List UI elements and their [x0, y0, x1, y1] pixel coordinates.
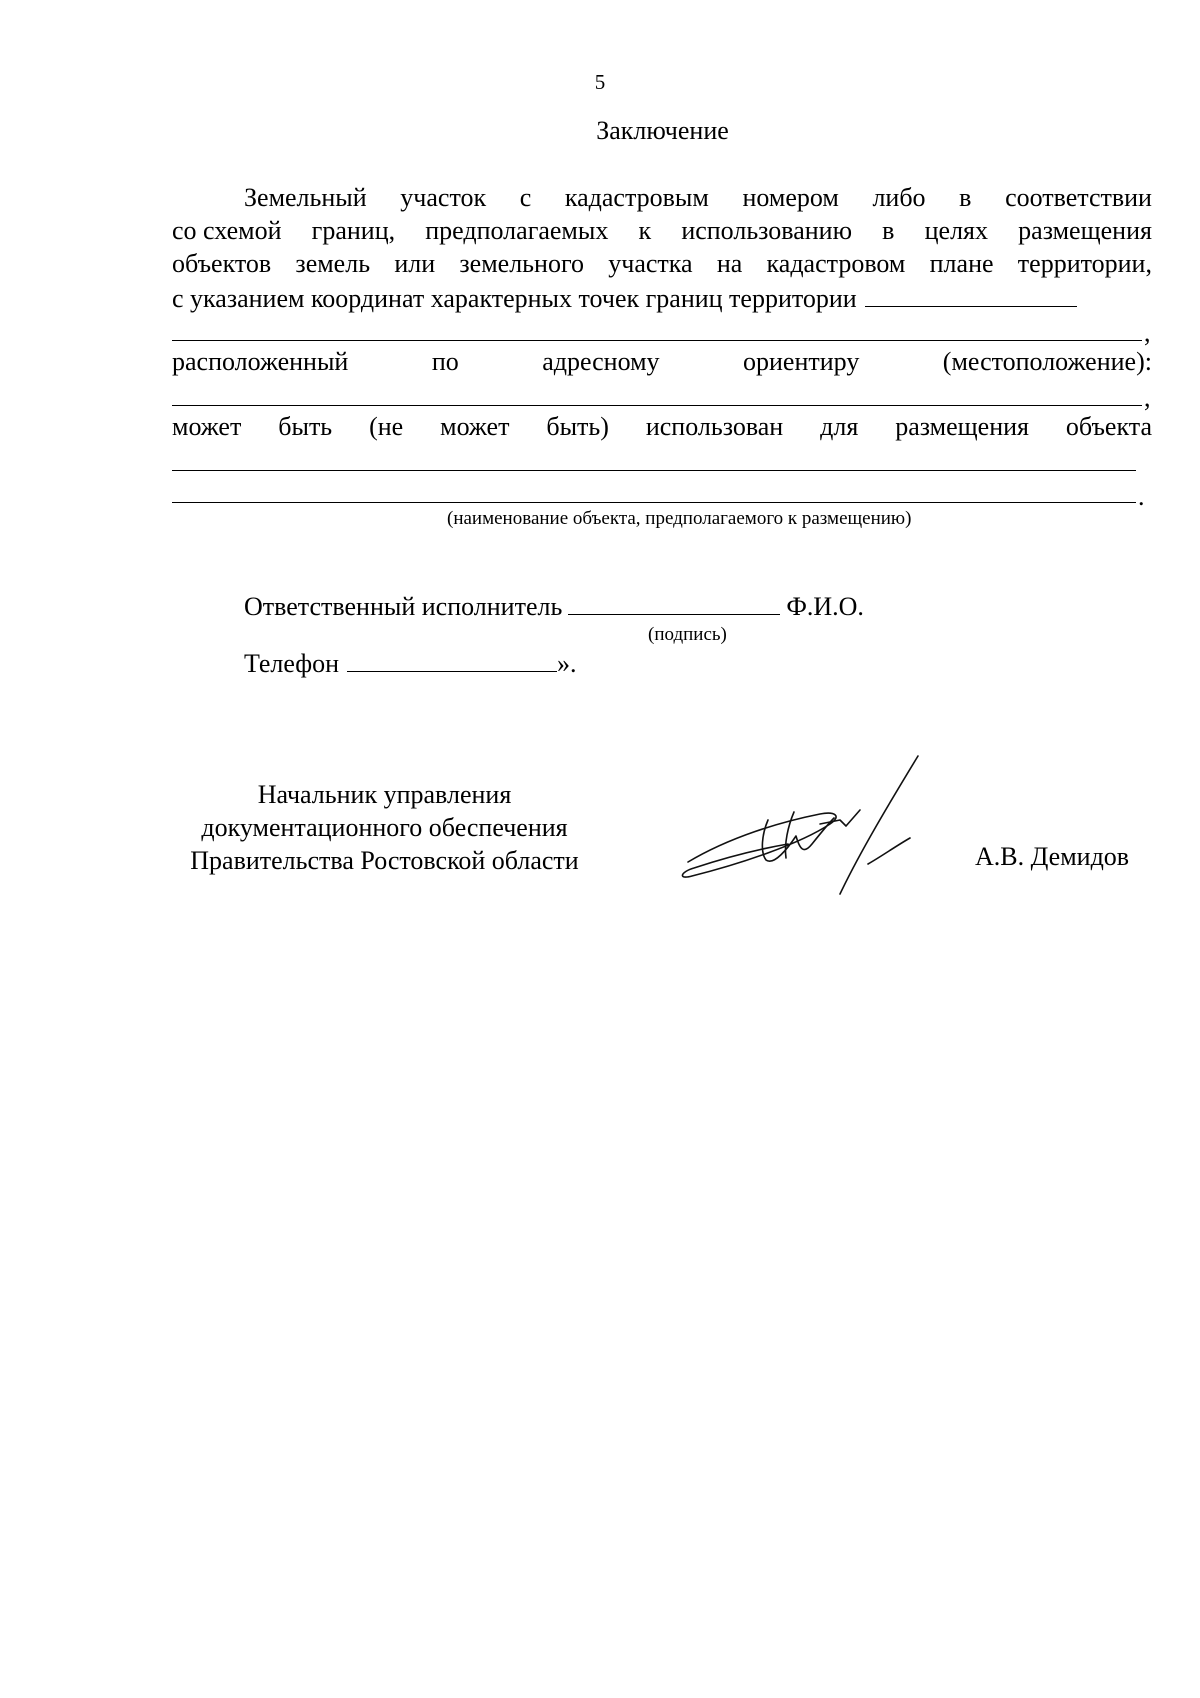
word: в: [959, 183, 972, 212]
paragraph-line-6: [172, 347, 1152, 377]
word: (местоположение):: [942, 347, 1152, 376]
position-line: Начальник управления: [257, 780, 512, 809]
blank-line-1: [172, 340, 1142, 341]
phone-suffix: ».: [557, 649, 577, 678]
word: размещения: [1018, 216, 1152, 245]
paragraph-line-1: [244, 183, 1152, 213]
word: земель: [295, 249, 371, 278]
paragraph-line-4: [172, 282, 1152, 314]
word: в: [882, 216, 895, 245]
blank-line-2: [172, 405, 1142, 406]
word: для: [820, 412, 859, 441]
word: (не: [369, 412, 404, 441]
comma: ,: [1144, 318, 1151, 347]
comma: ,: [1144, 383, 1151, 412]
coordinates-text: с указанием координат характерных точек границ территории: [172, 284, 857, 313]
word: к: [638, 216, 652, 245]
word: на: [716, 249, 743, 278]
position-line: Правительства Ростовской области: [190, 846, 579, 875]
word: ориентиру: [743, 347, 860, 376]
paragraph-line-2: [172, 216, 1152, 246]
paragraph-line-3: [172, 249, 1152, 279]
word: плане: [929, 249, 994, 278]
word: границ,: [311, 216, 396, 245]
word: быть: [278, 412, 333, 441]
word: либо: [872, 183, 926, 212]
phone-label: Телефон: [244, 649, 340, 678]
object-name-caption: (наименование объекта, предполагаемого к размещению): [447, 508, 912, 529]
word: территории,: [1017, 249, 1152, 278]
word: или: [394, 249, 436, 278]
word: участок: [400, 183, 487, 212]
responsible-executor-row: [244, 590, 864, 622]
name-placeholder: Ф.И.О.: [786, 592, 864, 621]
blank-line-4: [172, 502, 1136, 503]
word: со схемой: [172, 216, 282, 245]
phone-blank: [347, 647, 557, 672]
word: целях: [924, 216, 988, 245]
word: использован: [645, 412, 784, 441]
word: с: [519, 183, 532, 212]
word: может: [440, 412, 510, 441]
word: кадастровым: [564, 183, 709, 212]
word: может: [172, 412, 242, 441]
signature-caption: (подпись): [648, 624, 727, 645]
period: .: [1138, 482, 1145, 511]
phone-row: [244, 647, 577, 679]
responsible-label: Ответственный исполнитель: [244, 592, 563, 621]
blank-line-3: [172, 470, 1136, 471]
word: расположенный: [172, 347, 349, 376]
word: Земельный: [244, 183, 367, 212]
document-title: Заключение: [596, 116, 729, 145]
word: номером: [742, 183, 839, 212]
word: предполагаемых: [425, 216, 609, 245]
signature-blank: [568, 590, 780, 615]
word: объектов: [172, 249, 272, 278]
word: участка: [608, 249, 693, 278]
word: размещения: [895, 412, 1029, 441]
paragraph-line-8: [172, 412, 1152, 442]
word: земельного: [459, 249, 584, 278]
word: быть): [546, 412, 609, 441]
territory-blank: [865, 282, 1077, 307]
handwritten-signature: [670, 752, 950, 922]
word: соответствии: [1005, 183, 1152, 212]
word: адресному: [542, 347, 660, 376]
signatory-name: А.В. Демидов: [975, 842, 1130, 871]
word: кадастровом: [766, 249, 906, 278]
word: объекта: [1065, 412, 1152, 441]
page-number: 5: [594, 70, 606, 94]
word: по: [431, 347, 459, 376]
position-line: документационного обеспечения: [201, 813, 568, 842]
signatory-position: [172, 778, 597, 877]
word: использованию: [681, 216, 853, 245]
